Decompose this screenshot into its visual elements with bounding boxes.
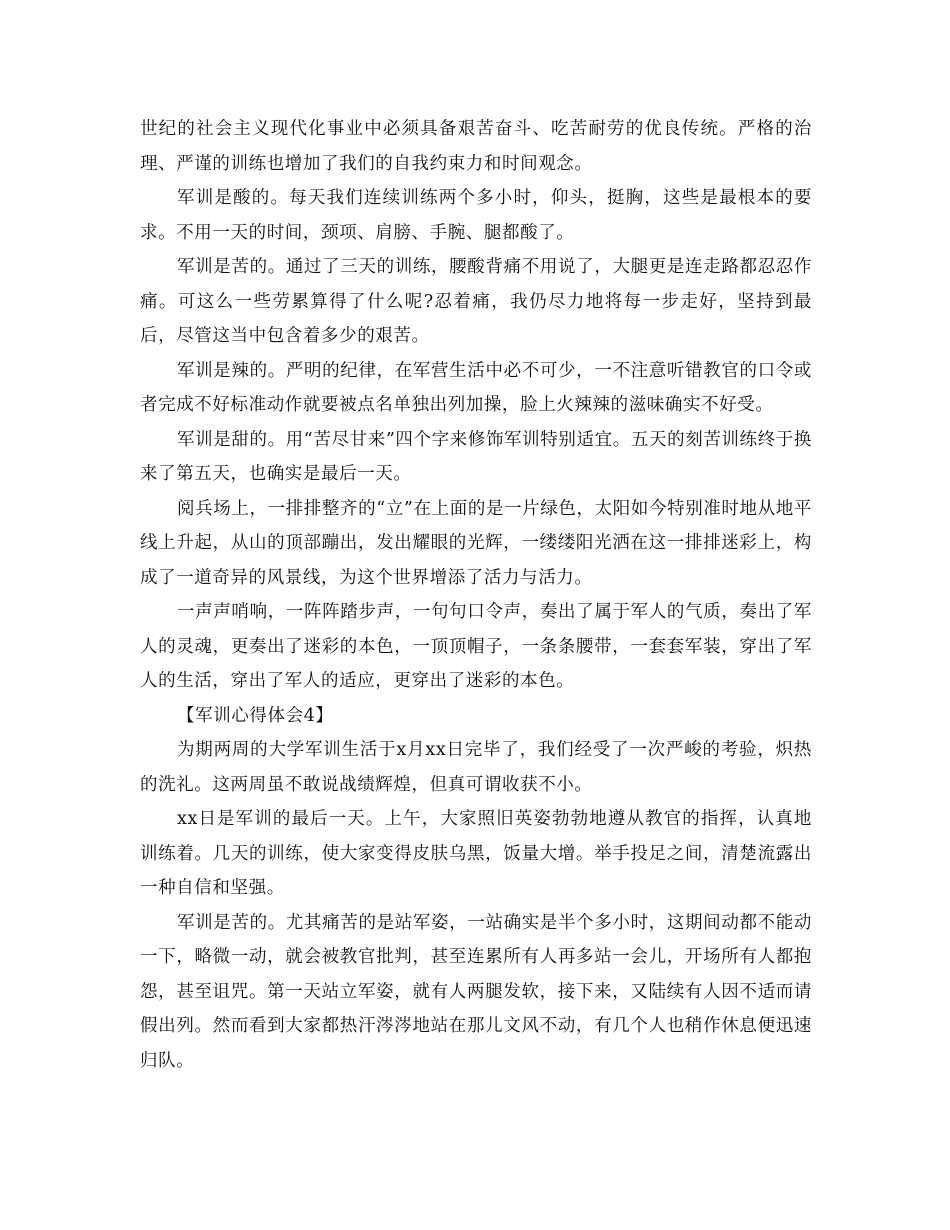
paragraph-9: xx日是军训的最后一天。上午，大家照旧英姿勃勃地遵从教官的指挥，认真地训练着。几天的训练，使大家变得皮肤乌黑，饭量大增。举手投足之间，清楚流露出一种自信和坚强。 xyxy=(140,809,812,898)
paragraph-8: 为期两周的大学军训生活于x月xx日完毕了，我们经受了一次严峻的考验，炽热的洗礼。这两周虽不敢说战绩辉煌，但真可谓收获不小。 xyxy=(140,740,812,795)
paragraph-7: 一声声哨响，一阵阵踏步声，一句句口令声，奏出了属于军人的气质，奏出了军人的灵魂，更奏出了迷彩的本色，一顶顶帽子，一条条腰带，一套套军装，穿出了军人的生活，穿出了军人的适应，更穿出了迷彩的本色。 xyxy=(140,602,812,691)
paragraph-3: 军训是苦的。通过了三天的训练，腰酸背痛不用说了，大腿更是连走路都忍忍作痛。可这么一些劳累算得了什么呢?忍着痛，我仍尽力地将每一步走好，坚持到最后，尽管这当中包含着多少的艰苦。 xyxy=(140,257,812,346)
paragraph-4: 军训是辣的。严明的纪律，在军营生活中必不可少，一不注意听错教官的口令或者完成不好标准动作就要被点名单独出列加操，脸上火辣辣的滋味确实不好受。 xyxy=(140,360,812,415)
paragraph-1: 世纪的社会主义现代化事业中必须具备艰苦奋斗、吃苦耐劳的优良传统。严格的治理、严谨的训练也增加了我们的自我约束力和时间观念。 xyxy=(140,119,812,174)
paragraph-6: 阅兵场上，一排排整齐的“立”在上面的是一片绿色，太阳如今特别准时地从地平线上升起，从山的顶部蹦出，发出耀眼的光辉，一缕缕阳光洒在这一排排迷彩上，构成了一道奇异的风景线，为这个世界增添了活力与活力。 xyxy=(140,498,812,588)
document-body xyxy=(140,112,812,1078)
paragraph-5: 军训是甜的。用“苦尽甘来”四个字来修饰军训特别适宜。五天的刻苦训练终于换来了第五天，也确实是最后一天。 xyxy=(140,429,812,484)
paragraph-10: 军训是苦的。尤其痛苦的是站军姿，一站确实是半个多小时，这期间动都不能动一下，略微一动，就会被教官批判，甚至连累所有人再多站一会儿，开场所有人都抱怨，甚至诅咒。第一天站立军姿，就有人两腿发软，接下来，又陆续有人因不适而请假出列。然而看到大家都热汗涔涔地站在那儿文风不动，有几个人也稍作休息便迅速归队。 xyxy=(140,912,812,1071)
paragraph-2: 军训是酸的。每天我们连续训练两个多小时，仰头，挺胸，这些是最根本的要求。不用一天的时间，颈项、肩膀、手腕、腿都酸了。 xyxy=(140,188,812,243)
section-heading: 【军训心得体会4】 xyxy=(177,705,334,726)
